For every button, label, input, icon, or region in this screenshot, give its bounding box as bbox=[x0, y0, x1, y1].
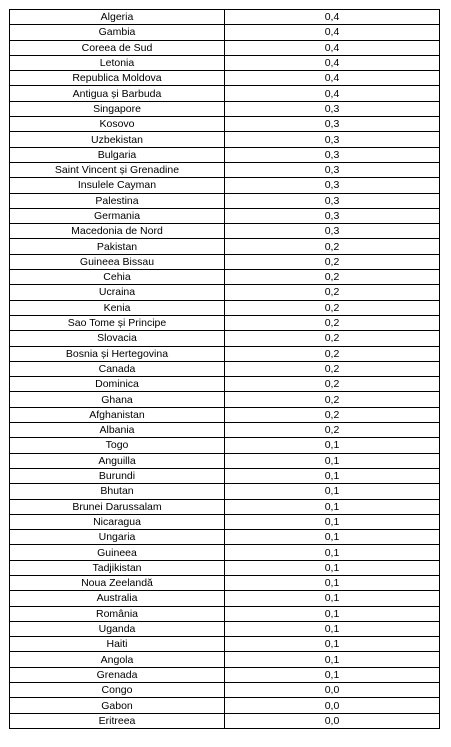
table-body bbox=[10, 10, 440, 729]
country-cell: Macedonia de Nord bbox=[10, 224, 225, 239]
country-cell: Guineea bbox=[10, 545, 225, 560]
table-row bbox=[10, 499, 440, 514]
value-cell: 0,1 bbox=[225, 453, 440, 468]
value-cell: 0,2 bbox=[225, 377, 440, 392]
value-cell: 0,3 bbox=[225, 101, 440, 116]
country-cell: România bbox=[10, 606, 225, 621]
table-row bbox=[10, 453, 440, 468]
value-cell: 0,1 bbox=[225, 545, 440, 560]
table-row bbox=[10, 300, 440, 315]
country-cell: Anguilla bbox=[10, 453, 225, 468]
country-cell: Bosnia și Hertegovina bbox=[10, 346, 225, 361]
table-row bbox=[10, 208, 440, 223]
value-cell: 0,1 bbox=[225, 667, 440, 682]
country-cell: Saint Vincent și Grenadine bbox=[10, 162, 225, 177]
value-cell: 0,1 bbox=[225, 652, 440, 667]
country-cell: Algeria bbox=[10, 10, 225, 25]
country-cell: Uzbekistan bbox=[10, 132, 225, 147]
country-cell: Dominica bbox=[10, 377, 225, 392]
country-cell: Uganda bbox=[10, 621, 225, 636]
country-cell: Burundi bbox=[10, 468, 225, 483]
table-row bbox=[10, 147, 440, 162]
value-cell: 0,1 bbox=[225, 484, 440, 499]
value-cell: 0,3 bbox=[225, 208, 440, 223]
value-cell: 0,1 bbox=[225, 530, 440, 545]
table-row bbox=[10, 25, 440, 40]
value-cell: 0,2 bbox=[225, 300, 440, 315]
table-row bbox=[10, 178, 440, 193]
country-cell: Afghanistan bbox=[10, 407, 225, 422]
value-cell: 0,2 bbox=[225, 285, 440, 300]
country-cell: Gambia bbox=[10, 25, 225, 40]
table-row bbox=[10, 10, 440, 25]
value-cell: 0,4 bbox=[225, 71, 440, 86]
value-cell: 0,2 bbox=[225, 315, 440, 330]
country-cell: Haiti bbox=[10, 637, 225, 652]
table-row bbox=[10, 621, 440, 636]
value-cell: 0,1 bbox=[225, 438, 440, 453]
country-cell: Guineea Bissau bbox=[10, 254, 225, 269]
value-cell: 0,4 bbox=[225, 10, 440, 25]
country-cell: Eritreea bbox=[10, 713, 225, 728]
country-cell: Sao Tome și Principe bbox=[10, 315, 225, 330]
country-cell: Palestina bbox=[10, 193, 225, 208]
country-cell: Ucraina bbox=[10, 285, 225, 300]
value-cell: 0,1 bbox=[225, 575, 440, 590]
country-cell: Ghana bbox=[10, 392, 225, 407]
table-row bbox=[10, 484, 440, 499]
country-cell: Slovacia bbox=[10, 331, 225, 346]
value-cell: 0,3 bbox=[225, 132, 440, 147]
country-cell: Congo bbox=[10, 683, 225, 698]
table-row bbox=[10, 55, 440, 70]
value-cell: 0,1 bbox=[225, 591, 440, 606]
value-cell: 0,1 bbox=[225, 621, 440, 636]
table-row bbox=[10, 361, 440, 376]
country-cell: Nicaragua bbox=[10, 514, 225, 529]
country-cell: Albania bbox=[10, 423, 225, 438]
value-cell: 0,0 bbox=[225, 683, 440, 698]
table-row bbox=[10, 270, 440, 285]
table-row bbox=[10, 392, 440, 407]
value-cell: 0,3 bbox=[225, 117, 440, 132]
country-value-table bbox=[9, 9, 440, 729]
table-row bbox=[10, 285, 440, 300]
table-row bbox=[10, 239, 440, 254]
country-cell: Singapore bbox=[10, 101, 225, 116]
table-row bbox=[10, 545, 440, 560]
value-cell: 0,0 bbox=[225, 713, 440, 728]
value-cell: 0,1 bbox=[225, 499, 440, 514]
value-cell: 0,1 bbox=[225, 637, 440, 652]
table-row bbox=[10, 86, 440, 101]
country-cell: Angola bbox=[10, 652, 225, 667]
table-row bbox=[10, 637, 440, 652]
value-cell: 0,4 bbox=[225, 55, 440, 70]
table-row bbox=[10, 132, 440, 147]
value-cell: 0,3 bbox=[225, 178, 440, 193]
country-cell: Kosovo bbox=[10, 117, 225, 132]
country-cell: Noua Zeelandă bbox=[10, 575, 225, 590]
table-row bbox=[10, 683, 440, 698]
value-cell: 0,1 bbox=[225, 514, 440, 529]
value-cell: 0,2 bbox=[225, 361, 440, 376]
table-row bbox=[10, 438, 440, 453]
country-cell: Gabon bbox=[10, 698, 225, 713]
country-cell: Republica Moldova bbox=[10, 71, 225, 86]
country-cell: Ungaria bbox=[10, 530, 225, 545]
country-cell: Canada bbox=[10, 361, 225, 376]
value-cell: 0,4 bbox=[225, 25, 440, 40]
value-cell: 0,1 bbox=[225, 560, 440, 575]
country-cell: Australia bbox=[10, 591, 225, 606]
value-cell: 0,4 bbox=[225, 40, 440, 55]
country-cell: Letonia bbox=[10, 55, 225, 70]
table-row bbox=[10, 423, 440, 438]
country-cell: Germania bbox=[10, 208, 225, 223]
country-cell: Cehia bbox=[10, 270, 225, 285]
table-row bbox=[10, 315, 440, 330]
table-row bbox=[10, 407, 440, 422]
table-row bbox=[10, 193, 440, 208]
country-cell: Kenia bbox=[10, 300, 225, 315]
value-cell: 0,2 bbox=[225, 423, 440, 438]
table-row bbox=[10, 530, 440, 545]
value-cell: 0,3 bbox=[225, 147, 440, 162]
table-row bbox=[10, 575, 440, 590]
value-cell: 0,2 bbox=[225, 331, 440, 346]
table-row bbox=[10, 331, 440, 346]
value-cell: 0,3 bbox=[225, 193, 440, 208]
table-row bbox=[10, 254, 440, 269]
table-row bbox=[10, 117, 440, 132]
table-row bbox=[10, 71, 440, 86]
value-cell: 0,2 bbox=[225, 270, 440, 285]
value-cell: 0,1 bbox=[225, 468, 440, 483]
country-cell: Bulgaria bbox=[10, 147, 225, 162]
table-row bbox=[10, 652, 440, 667]
value-cell: 0,2 bbox=[225, 346, 440, 361]
value-cell: 0,2 bbox=[225, 254, 440, 269]
value-cell: 0,4 bbox=[225, 86, 440, 101]
table-row bbox=[10, 162, 440, 177]
table-row bbox=[10, 713, 440, 728]
value-cell: 0,2 bbox=[225, 407, 440, 422]
country-cell: Grenada bbox=[10, 667, 225, 682]
table-row bbox=[10, 606, 440, 621]
value-cell: 0,0 bbox=[225, 698, 440, 713]
table-row bbox=[10, 468, 440, 483]
country-cell: Insulele Cayman bbox=[10, 178, 225, 193]
table-row bbox=[10, 224, 440, 239]
country-cell: Brunei Darussalam bbox=[10, 499, 225, 514]
country-cell: Pakistan bbox=[10, 239, 225, 254]
country-cell: Antigua și Barbuda bbox=[10, 86, 225, 101]
country-cell: Togo bbox=[10, 438, 225, 453]
value-cell: 0,3 bbox=[225, 224, 440, 239]
value-cell: 0,3 bbox=[225, 162, 440, 177]
table-row bbox=[10, 377, 440, 392]
country-cell: Coreea de Sud bbox=[10, 40, 225, 55]
table-row bbox=[10, 514, 440, 529]
value-cell: 0,1 bbox=[225, 606, 440, 621]
table-row bbox=[10, 40, 440, 55]
table-row bbox=[10, 667, 440, 682]
table-row bbox=[10, 698, 440, 713]
table-row bbox=[10, 560, 440, 575]
value-cell: 0,2 bbox=[225, 239, 440, 254]
value-cell: 0,2 bbox=[225, 392, 440, 407]
country-cell: Tadjikistan bbox=[10, 560, 225, 575]
table-row bbox=[10, 591, 440, 606]
table-row bbox=[10, 101, 440, 116]
table-row bbox=[10, 346, 440, 361]
country-cell: Bhutan bbox=[10, 484, 225, 499]
